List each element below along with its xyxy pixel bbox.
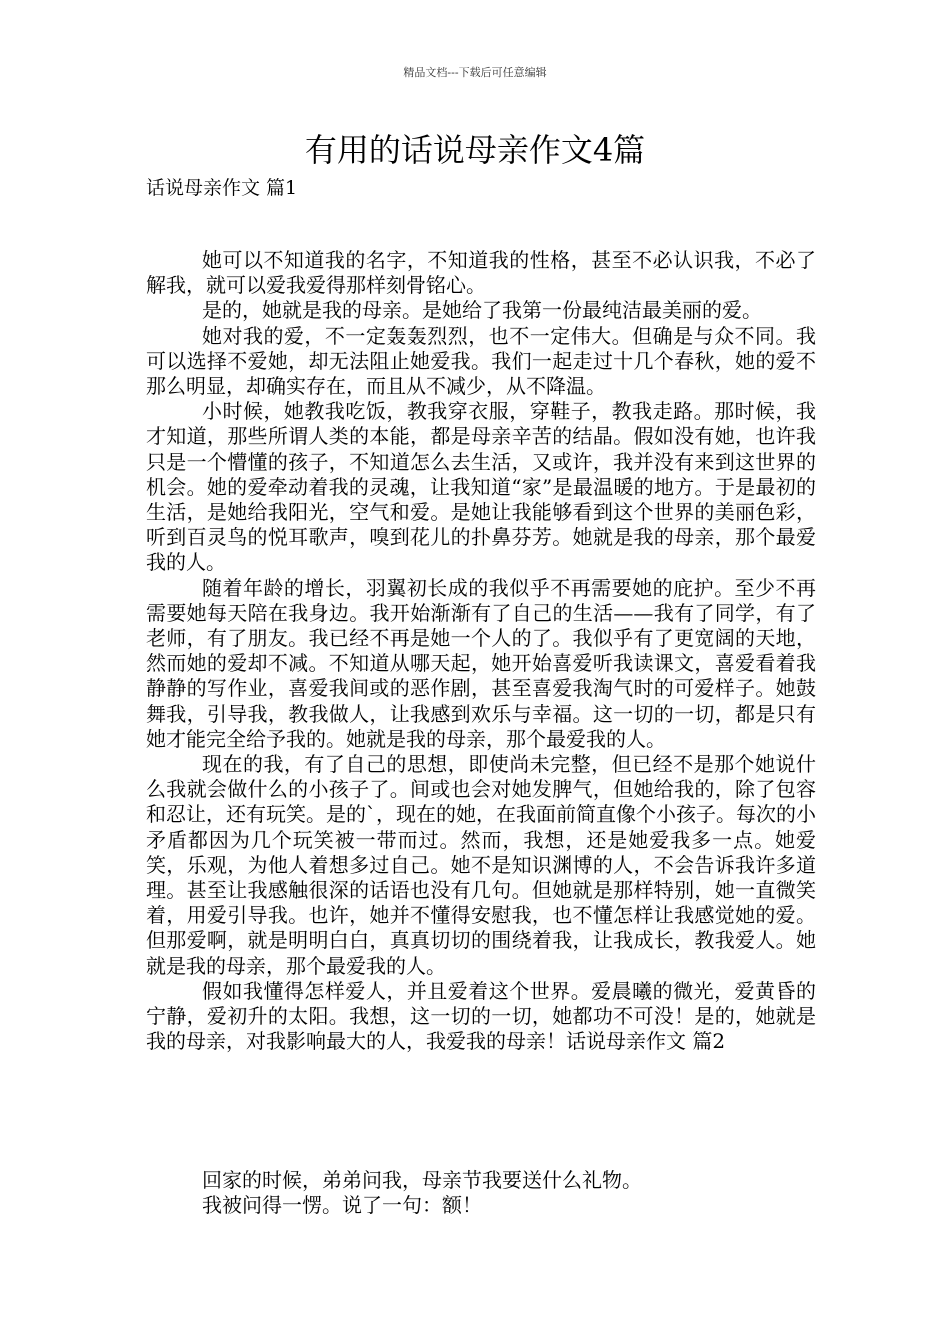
paragraph: 是的，她就是我的母亲。是她给了我第一份最纯洁最美丽的爱。 (202, 298, 762, 323)
paragraph: 我被问得一愣。说了一句：额！ (202, 1193, 482, 1218)
section-heading: 话说母亲作文 篇1 (146, 177, 298, 199)
section-body (146, 248, 816, 1055)
paragraph: 现在的我，有了自己的思想，即使尚未完整，但已经不是那个她说什么我就会做什么的小孩子了。间或也会对她发脾气，但她给我的，除了包容和忍让，还有玩笑。是的`，现在的她，在我面前简直像个小孩子。每次的小矛盾都因为几个玩笑被一带而过。然而，我想，还是她爱我多一点。她爱笑，乐观，为他人着想多过自己。她不是知识渊博的人，不会告诉我许多道理。甚至让我感触很深的话语也没有几句。但她就是那样特别，她一直微笑着，用爱引导我。也许，她并不懂得安慰我，也不懂怎样让我感觉她的爱。但那爱啊，就是明明白白，真真切切的围绕着我，让我成长，教我爱人。她就是我的母亲，那个最爱我的人。 (146, 752, 816, 978)
paragraph: 她可以不知道我的名字，不知道我的性格，甚至不必认识我，不必了解我，就可以爱我爱得那样刻骨铭心。 (146, 248, 816, 298)
header-note: 精品文档---下载后可任意编辑 (403, 66, 547, 79)
paragraph: 回家的时候，弟弟问我，母亲节我要送什么礼物。 (202, 1168, 642, 1192)
paragraph: 小时候，她教我吃饭，教我穿衣服，穿鞋子，教我走路。那时候，我才知道，那些所谓人类的本能，都是母亲辛苦的结晶。假如没有她，也许我只是一个懵懂的孩子，不知道怎么去生活，又或许，我并没有来到这世界的机会。她的爱牵动着我的灵魂，让我知道“家”是最温暖的地方。于是最初的生活，是她给我阳光，空气和爱。是她让我能够看到这个世界的美丽色彩，听到百灵鸟的悦耳歌声，嗅到花儿的扑鼻芬芳。她就是我的母亲，那个最爱我的人。 (146, 399, 816, 575)
paragraph: 她对我的爱，不一定轰轰烈烈，也不一定伟大。但确是与众不同。我可以选择不爱她，却无法阻止她爱我。我们一起走过十几个春秋，她的爱不那么明显，却确实存在，而且从不减少，从不降温。 (146, 323, 816, 399)
document-title: 有用的话说母亲作文4篇 (304, 131, 646, 169)
paragraph: 随着年龄的增长，羽翼初长成的我似乎不再需要她的庇护。至少不再需要她每天陪在我身边。我开始渐渐有了自己的生活——我有了同学，有了老师，有了朋友。我已经不再是她一个人的了。我似乎有了更宽阔的天地，然而她的爱却不减。不知道从哪天起，她开始喜爱听我读课文，喜爱看着我静静的写作业，喜爱我间或的恶作剧，甚至喜爱我淘气时的可爱样子。她鼓舞我，引导我，教我做人，让我感到欢乐与幸福。这一切的一切，都是只有她才能完全给予我的。她就是我的母亲，那个最爱我的人。 (146, 575, 816, 751)
section-body (146, 1168, 816, 1218)
paragraph: 假如我懂得怎样爱人，并且爱着这个世界。爱晨曦的微光，爱黄昏的宁静，爱初升的太阳。我想，这一切的一切，她都功不可没！是的，她就是我的母亲，对我影响最大的人，我爱我的母亲！话说母亲作文 篇2 (146, 978, 816, 1054)
